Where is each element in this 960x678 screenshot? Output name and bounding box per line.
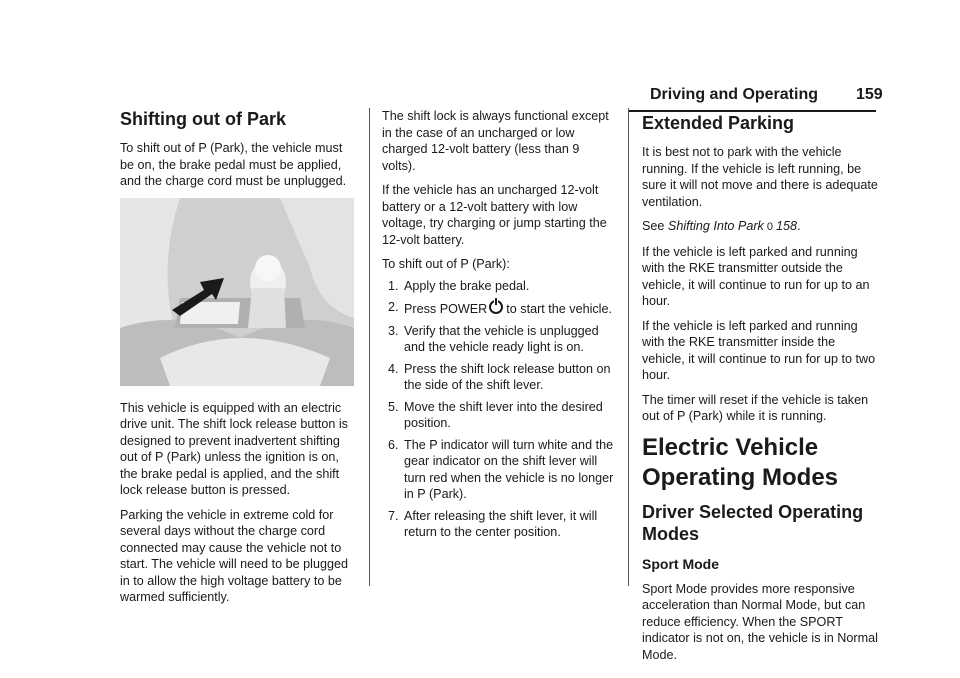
paragraph-timer-reset: The timer will reset if the vehicle is taken out of P (Park) while it is running. [642,392,869,423]
shifting-into-park-link[interactable]: Shifting Into Park [667,219,764,233]
list-item: 5. Move the shift lever into the desired position. [388,399,603,430]
list-item: 1. Apply the brake pedal. [388,278,530,293]
list-item: 2. Press POWER to start the vehicle. [388,300,612,316]
paragraph-sport-mode: Sport Mode provides more responsive acceleration than Normal Mode, but can reduce efficiency. When the SPORT indicator is not on, the vehicle is in Normal Mode. [642,581,878,662]
paragraph-uncharged-battery: If the vehicle has an uncharged 12-volt battery or a 12-volt battery with low voltage, try charging or jump starting the 12-volt battery. [382,183,607,247]
paragraph-park-running: It is best not to park with the vehicle running. If the vehicle is left running, be sure it will not move and there is adequate ventilation. [642,145,878,209]
page-header [0,86,960,108]
paragraph-rke-inside: If the vehicle is left parked and running with the RKE transmitter inside the vehicle, it will continue to run for up to two hour. [642,318,876,382]
steps-list [382,278,616,541]
list-item: 4. Press the shift lock release button on the side of the shift lever. [388,361,611,392]
heading-extended-parking: Extended Parking [642,113,795,133]
list-item: 6. The P indicator will turn white and the gear indicator on the shift lever will turn red when the vehicle is no longer in P (Park). [388,437,614,501]
column-1 [120,108,358,614]
page-reference-icon: 0 [766,221,773,233]
paragraph-shift-lock: This vehicle is equipped with an electric drive unit. The shift lock release button is designed to prevent inadvertent shifting out of P (Park) unless the ignition is on, the brake pedal is applied, and the shift lock release button is pressed. [120,400,348,497]
heading-driver-selected-modes: Driver Selected Operating Modes [642,501,864,544]
section-title: Driving and Operating [649,86,818,103]
list-item: 3. Verify that the vehicle is unplugged and the vehicle ready light is on. [388,323,599,354]
heading-shifting-out-of-park: Shifting out of Park [120,109,286,129]
page-number: 159 [856,86,883,103]
intro-paragraph: To shift out of P (Park), the vehicle must be on, the brake pedal must be applied, and the charge cord must be unplugged. [120,141,347,188]
see-reference: See Shifting Into Park 0 158. [642,219,801,233]
paragraph-shift-lock-functional: The shift lock is always functional except in the case of an uncharged or low charged 12-volt battery (less than 9 volts). [382,109,609,173]
heading-ev-operating-modes: Electric Vehicle Operating Modes [642,433,839,491]
paragraph-rke-outside: If the vehicle is left parked and running with the RKE transmitter outside the vehicle, it will continue to run for up to an hour. [642,244,870,308]
list-item: 7. After releasing the shift lever, it will return to the center position. [388,508,598,539]
column-2 [382,108,616,546]
column-divider-2 [628,108,629,586]
steps-intro: To shift out of P (Park): [382,257,510,271]
paragraph-extreme-cold: Parking the vehicle in extreme cold for several days without the charge cord connected may cause the vehicle not to start. The vehicle will need to be plugged in to allow the high voltage battery to be warmed sufficiently. [120,507,348,604]
shift-lever-illustration [120,198,354,386]
column-divider-1 [369,108,370,586]
column-3 [642,108,878,671]
heading-sport-mode: Sport Mode [642,555,719,572]
page-reference[interactable]: 158 [775,219,797,233]
power-icon [489,300,503,314]
